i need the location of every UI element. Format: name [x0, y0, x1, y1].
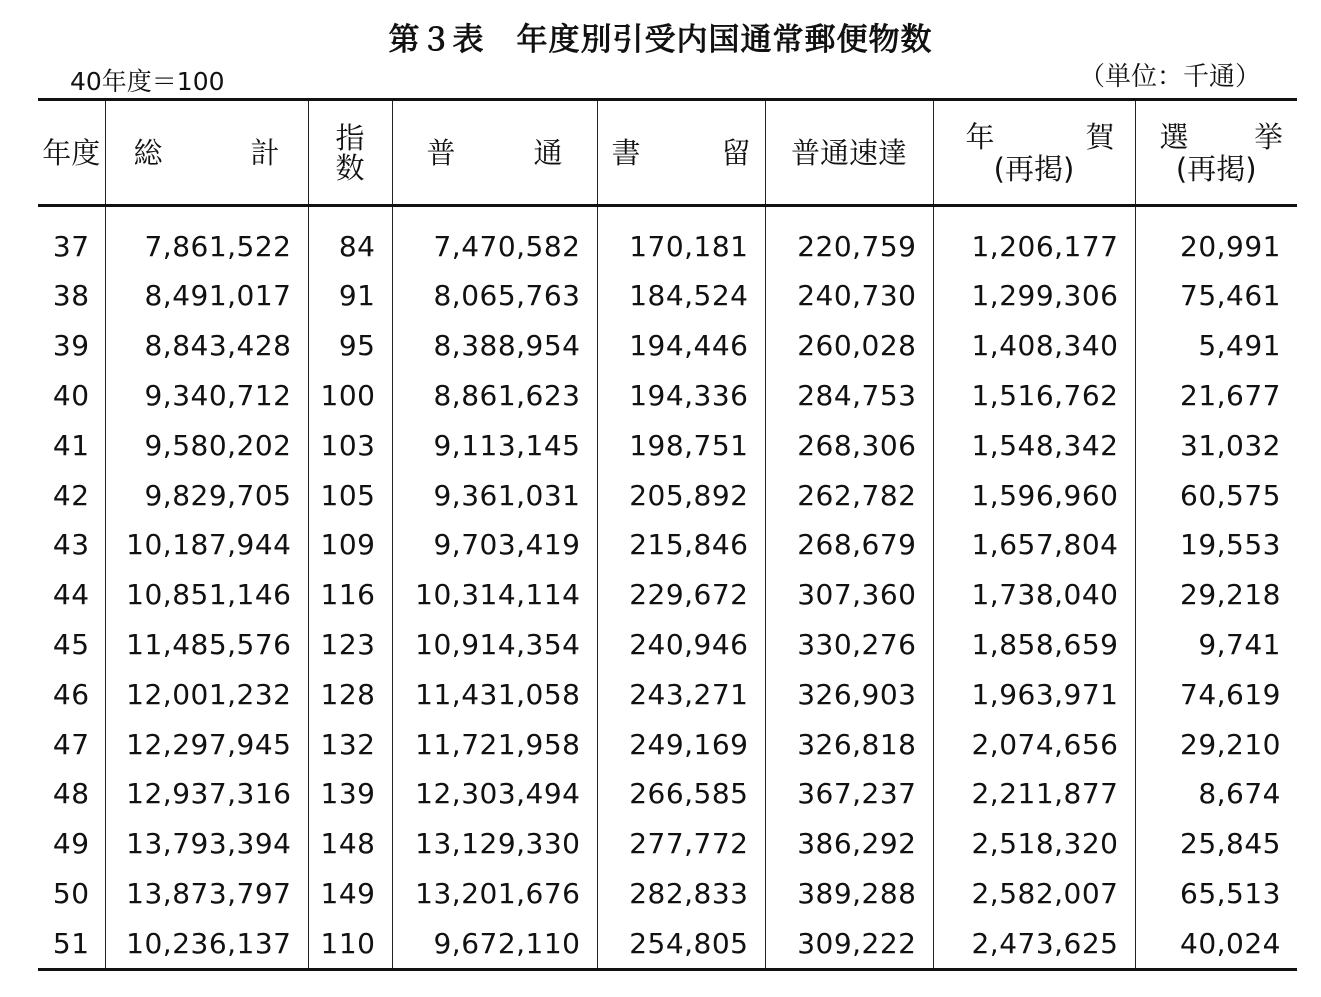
header-total	[105, 100, 308, 206]
cell-total: 12,001,232	[105, 669, 308, 719]
cell-total: 10,236,137	[105, 918, 308, 969]
header-ordinary-char-2: 通	[533, 135, 563, 170]
cell-express: 326,818	[765, 719, 933, 769]
cell-express: 326,903	[765, 669, 933, 719]
cell-election: 65,513	[1135, 869, 1297, 919]
cell-year: 39	[52, 329, 90, 363]
header-total-char-1: 総	[133, 135, 163, 170]
cell-registered: 254,805	[597, 918, 765, 969]
cell-total: 8,843,428	[105, 321, 308, 371]
cell-express: 268,306	[765, 420, 933, 470]
table-row	[38, 570, 1297, 620]
cell-election: 75,461	[1135, 271, 1297, 321]
cell-year: 49	[52, 827, 90, 861]
cell-election: 31,032	[1135, 420, 1297, 470]
table-row	[38, 819, 1297, 869]
header-total-char-2: 計	[250, 135, 280, 170]
cell-newyear: 1,657,804	[933, 520, 1135, 570]
cell-express: 330,276	[765, 620, 933, 670]
cell-total: 12,297,945	[105, 719, 308, 769]
cell-registered: 194,446	[597, 321, 765, 371]
cell-election: 8,674	[1135, 769, 1297, 819]
cell-ordinary: 8,065,763	[392, 271, 597, 321]
cell-newyear: 1,738,040	[933, 570, 1135, 620]
cell-ordinary: 8,388,954	[392, 321, 597, 371]
cell-newyear: 1,516,762	[933, 371, 1135, 421]
cell-ordinary: 9,361,031	[392, 470, 597, 520]
cell-index: 116	[308, 570, 392, 620]
cell-express: 240,730	[765, 271, 933, 321]
cell-year: 40	[52, 378, 90, 412]
cell-express: 307,360	[765, 570, 933, 620]
cell-year: 43	[52, 528, 90, 562]
cell-index: 139	[308, 769, 392, 819]
cell-total: 10,187,944	[105, 520, 308, 570]
table-body	[38, 206, 1297, 970]
cell-ordinary: 13,129,330	[392, 819, 597, 869]
cell-registered: 266,585	[597, 769, 765, 819]
header-index-char-2: 数	[335, 150, 365, 185]
cell-index: 105	[308, 470, 392, 520]
cell-newyear: 2,518,320	[933, 819, 1135, 869]
cell-election: 74,619	[1135, 669, 1297, 719]
cell-election: 9,741	[1135, 620, 1297, 670]
header-express-label: 普通速達	[790, 135, 907, 170]
cell-ordinary: 11,431,058	[392, 669, 597, 719]
cell-registered: 243,271	[597, 669, 765, 719]
cell-express: 262,782	[765, 470, 933, 520]
cell-ordinary: 8,861,623	[392, 371, 597, 421]
cell-express: 389,288	[765, 869, 933, 919]
header-ordinary	[392, 100, 597, 206]
cell-year: 38	[52, 279, 90, 313]
cell-newyear: 1,408,340	[933, 321, 1135, 371]
header-election	[1135, 100, 1297, 206]
cell-year: 42	[52, 478, 90, 512]
cell-express: 284,753	[765, 371, 933, 421]
cell-newyear: 1,299,306	[933, 271, 1135, 321]
cell-ordinary: 10,314,114	[392, 570, 597, 620]
cell-year: 41	[52, 428, 90, 462]
cell-ordinary: 12,303,494	[392, 769, 597, 819]
cell-election: 40,024	[1135, 918, 1297, 969]
cell-election: 25,845	[1135, 819, 1297, 869]
cell-year: 50	[52, 876, 90, 910]
cell-total: 9,829,705	[105, 470, 308, 520]
cell-index: 95	[308, 321, 392, 371]
table-row	[38, 271, 1297, 321]
cell-ordinary: 9,703,419	[392, 520, 597, 570]
cell-ordinary: 9,113,145	[392, 420, 597, 470]
cell-registered: 282,833	[597, 869, 765, 919]
mail-volume-table	[38, 98, 1297, 971]
table-row	[38, 918, 1297, 969]
cell-newyear: 2,582,007	[933, 869, 1135, 919]
cell-year: 48	[52, 777, 90, 811]
cell-registered: 277,772	[597, 819, 765, 869]
table-row	[38, 520, 1297, 570]
cell-total: 9,340,712	[105, 371, 308, 421]
cell-express: 309,222	[765, 918, 933, 969]
cell-year: 46	[52, 677, 90, 711]
cell-election: 21,677	[1135, 371, 1297, 421]
cell-election: 20,991	[1135, 206, 1297, 272]
cell-year: 47	[52, 727, 90, 761]
cell-total: 10,851,146	[105, 570, 308, 620]
cell-registered: 229,672	[597, 570, 765, 620]
cell-registered: 240,946	[597, 620, 765, 670]
cell-newyear: 1,963,971	[933, 669, 1135, 719]
header-ordinary-char-1: 普	[426, 135, 456, 170]
cell-express: 268,679	[765, 520, 933, 570]
header-newyear	[933, 100, 1135, 206]
cell-index: 110	[308, 918, 392, 969]
table-title: 第３表 年度別引受内国通常郵便物数	[388, 22, 933, 58]
cell-newyear: 1,596,960	[933, 470, 1135, 520]
cell-newyear: 1,206,177	[933, 206, 1135, 272]
cell-year: 37	[52, 229, 90, 263]
table-row	[38, 321, 1297, 371]
cell-registered: 198,751	[597, 420, 765, 470]
cell-year: 44	[52, 578, 90, 612]
table-row	[38, 769, 1297, 819]
cell-ordinary: 7,470,582	[392, 206, 597, 272]
table-row	[38, 371, 1297, 421]
cell-newyear: 2,074,656	[933, 719, 1135, 769]
table-row	[38, 719, 1297, 769]
unit-note: （単位：千通）	[1078, 62, 1261, 92]
cell-newyear: 1,548,342	[933, 420, 1135, 470]
cell-ordinary: 13,201,676	[392, 869, 597, 919]
header-index-char-1: 指	[335, 120, 365, 155]
header-year-label: 年度	[42, 135, 101, 170]
cell-index: 123	[308, 620, 392, 670]
cell-registered: 249,169	[597, 719, 765, 769]
table-row	[38, 620, 1297, 670]
header-election-char-1: 選	[1159, 119, 1189, 154]
cell-total: 9,580,202	[105, 420, 308, 470]
header-newyear-char-2: 賀	[1085, 119, 1115, 154]
header-index	[308, 100, 392, 206]
header-election-subnote: (再掲)	[1175, 151, 1257, 186]
cell-index: 103	[308, 420, 392, 470]
cell-election: 29,210	[1135, 719, 1297, 769]
base-year-note: 40年度＝100	[70, 67, 225, 96]
cell-registered: 170,181	[597, 206, 765, 272]
cell-index: 91	[308, 271, 392, 321]
cell-election: 29,218	[1135, 570, 1297, 620]
cell-registered: 194,336	[597, 371, 765, 421]
header-registered	[597, 100, 765, 206]
cell-index: 128	[308, 669, 392, 719]
cell-express: 367,237	[765, 769, 933, 819]
cell-index: 148	[308, 819, 392, 869]
header-row	[38, 100, 1297, 206]
cell-index: 109	[308, 520, 392, 570]
cell-newyear: 2,211,877	[933, 769, 1135, 819]
table-row	[38, 869, 1297, 919]
cell-year: 45	[52, 627, 90, 661]
cell-total: 7,861,522	[105, 206, 308, 272]
cell-total: 13,793,394	[105, 819, 308, 869]
cell-election: 5,491	[1135, 321, 1297, 371]
cell-newyear: 1,858,659	[933, 620, 1135, 670]
header-year	[38, 100, 105, 206]
cell-election: 19,553	[1135, 520, 1297, 570]
cell-newyear: 2,473,625	[933, 918, 1135, 969]
header-express	[765, 100, 933, 206]
header-registered-char-1: 書	[611, 135, 641, 170]
cell-registered: 215,846	[597, 520, 765, 570]
cell-registered: 184,524	[597, 271, 765, 321]
cell-year: 51	[38, 918, 105, 969]
cell-total: 13,873,797	[105, 869, 308, 919]
cell-index: 100	[308, 371, 392, 421]
cell-ordinary: 9,672,110	[392, 918, 597, 969]
table-row	[38, 669, 1297, 719]
cell-total: 11,485,576	[105, 620, 308, 670]
cell-index: 132	[308, 719, 392, 769]
header-registered-char-2: 留	[721, 135, 751, 170]
cell-index: 149	[308, 869, 392, 919]
table-row	[38, 206, 1297, 272]
cell-total: 12,937,316	[105, 769, 308, 819]
header-newyear-subnote: (再掲)	[993, 151, 1075, 186]
cell-registered: 205,892	[597, 470, 765, 520]
cell-express: 220,759	[765, 206, 933, 272]
cell-index: 84	[308, 206, 392, 272]
header-newyear-char-1: 年	[965, 119, 995, 154]
header-election-char-2: 挙	[1253, 119, 1283, 154]
cell-ordinary: 11,721,958	[392, 719, 597, 769]
table-row	[38, 470, 1297, 520]
cell-total: 8,491,017	[105, 271, 308, 321]
table-row	[38, 420, 1297, 470]
cell-express: 260,028	[765, 321, 933, 371]
cell-election: 60,575	[1135, 470, 1297, 520]
cell-express: 386,292	[765, 819, 933, 869]
cell-ordinary: 10,914,354	[392, 620, 597, 670]
